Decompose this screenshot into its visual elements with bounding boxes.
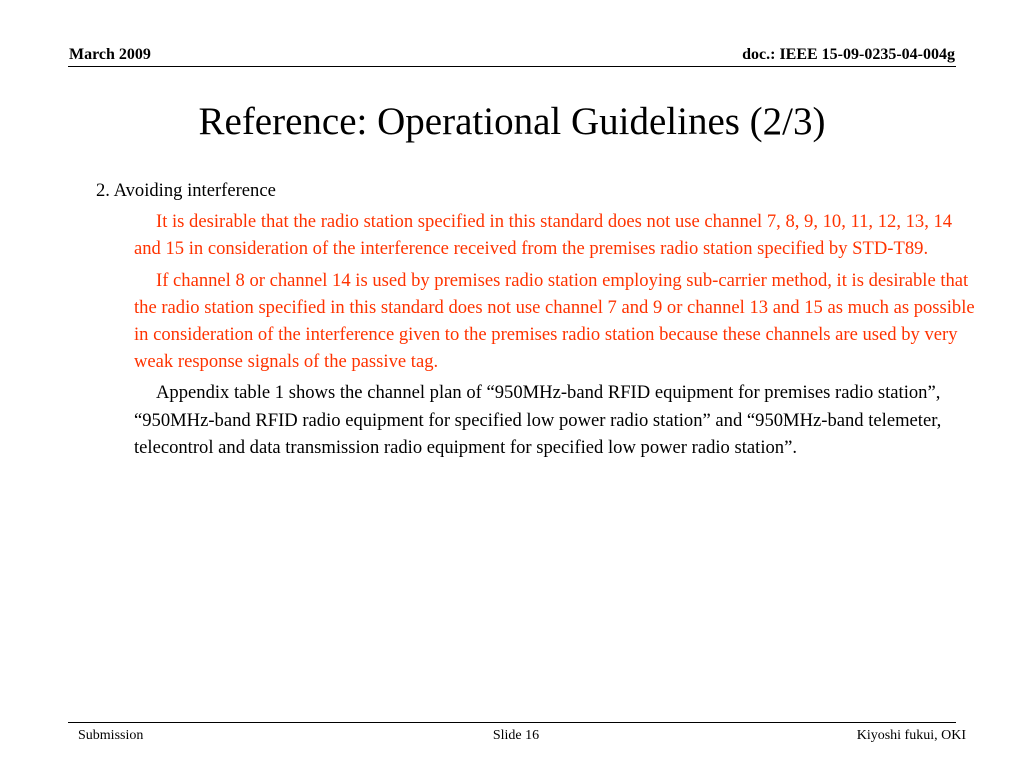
header-divider	[68, 66, 956, 67]
header-doc-id: doc.: IEEE 15-09-0235-04-004g	[742, 46, 955, 63]
slide-title: Reference: Operational Guidelines (2/3)	[198, 100, 826, 143]
paragraph-appendix-table: Appendix table 1 shows the channel plan of “950MHz-band RFID equipment for premises radio station”, “950MHz-band RFID radio equipment for specified low power radio station” and “950MHz-band telemeter, telecontrol and data transmission radio equipment for specified low power radio station”.	[134, 382, 942, 458]
paragraph-channel-avoidance: It is desirable that the radio station specified in this standard does not use channel 7, 8, 9, 10, 11, 12, 13, 14 and 15 in consideration of the interference received from the premises radio station specified by STD-T89.	[134, 211, 953, 260]
footer-author: Kiyoshi fukui, OKI	[856, 728, 966, 743]
footer-slide-number: Slide 16	[492, 728, 540, 743]
paragraph-subcarrier-method: If channel 8 or channel 14 is used by premises radio station employing sub-carrier method, it is desirable that the radio station specified in this standard does not use channel 7 and 9 or channel 13 and 15 as much as possible in consideration of the interference given to the premises radio station because these channels are used by very weak response signals of the passive tag.	[134, 269, 975, 373]
header-date: March 2009	[69, 46, 151, 63]
footer-submission: Submission	[78, 728, 144, 743]
footer-divider	[68, 722, 956, 723]
section-heading: 2. Avoiding interference	[96, 180, 276, 201]
slide-body	[96, 177, 976, 461]
